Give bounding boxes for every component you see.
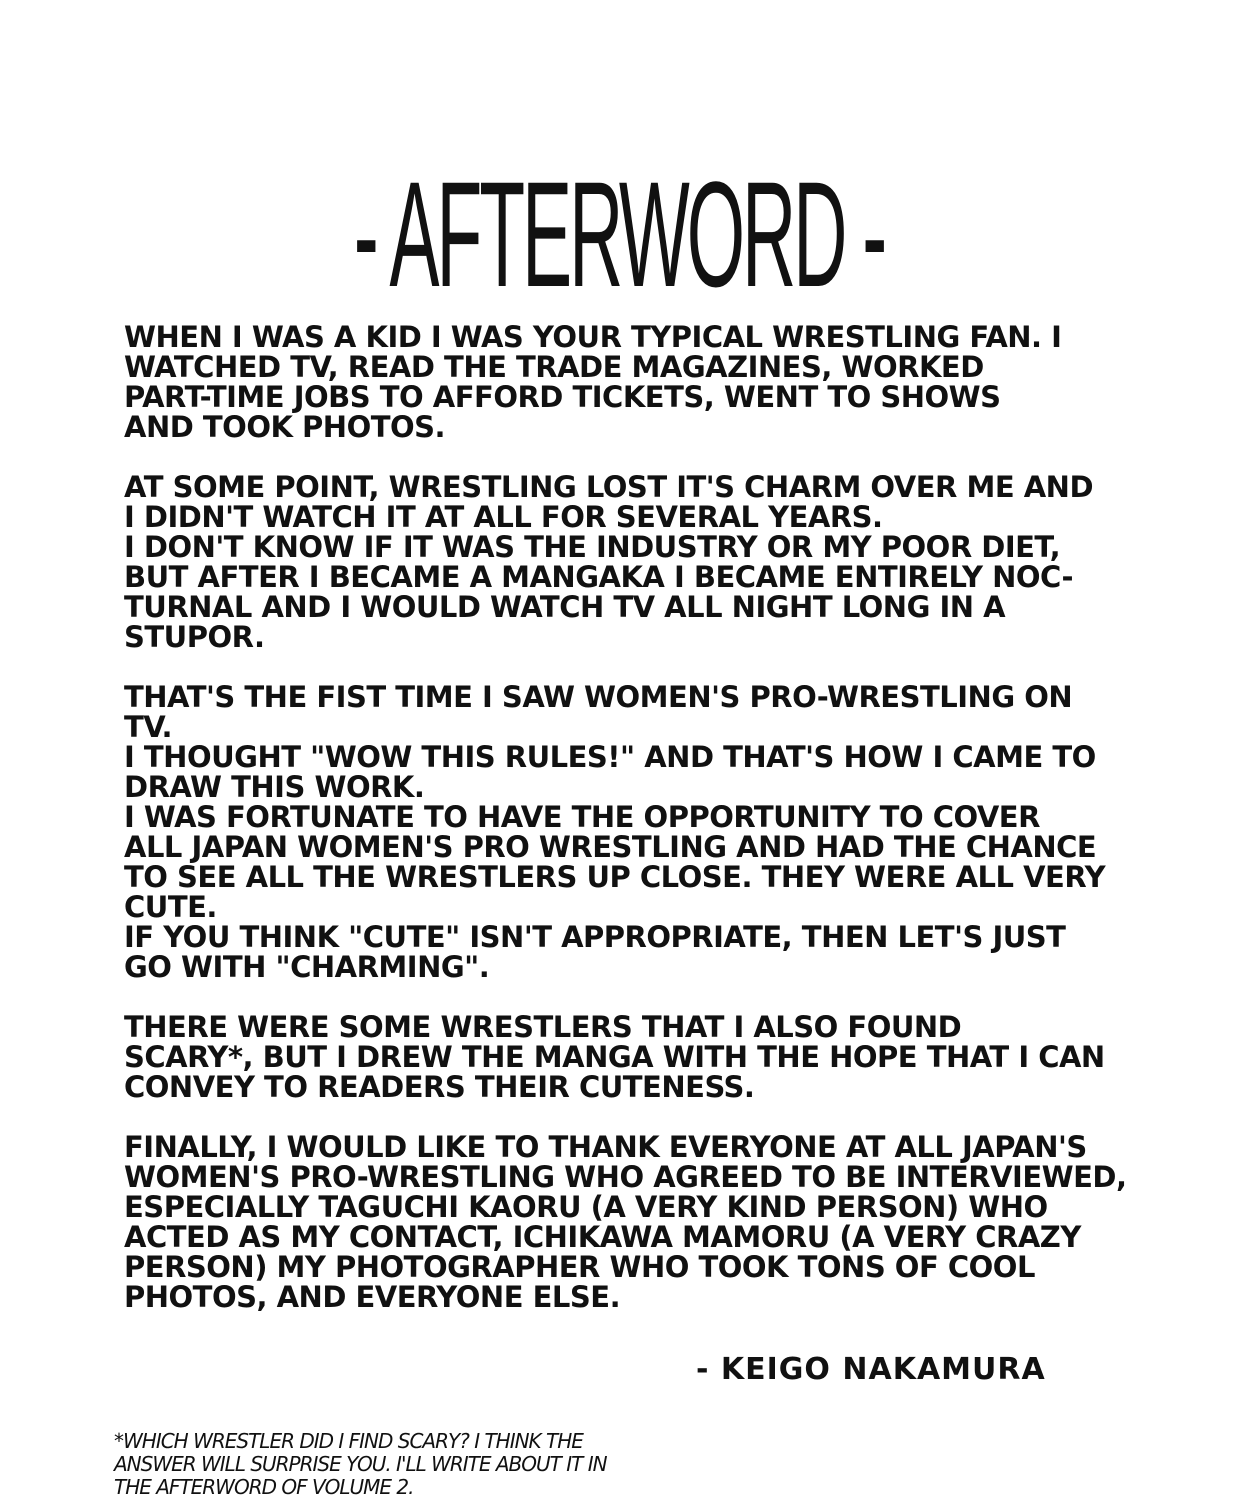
text-line: WOMEN'S PRO-WRESTLING WHO AGREED TO BE INTERVIEWED, (124, 1160, 1127, 1194)
text-line: ALL JAPAN WOMEN'S PRO WRESTLING AND HAD THE CHANCE (124, 830, 1097, 864)
text-line: WATCHED TV, READ THE TRADE MAGAZINES, WORKED (124, 350, 984, 384)
text-line: THERE WERE SOME WRESTLERS THAT I ALSO FOUND (124, 1010, 962, 1044)
paragraph-2 (124, 472, 1124, 652)
text-line: ESPECIALLY TAGUCHI KAORU (A VERY KIND PERSON) WHO (124, 1190, 1048, 1224)
text-line: WHEN I WAS A KID I WAS YOUR TYPICAL WRESTLING FAN. I (124, 320, 1062, 354)
text-line: BUT AFTER I BECAME A MANGAKA I BECAME ENTIRELY NOC- (124, 560, 1074, 594)
footnote-line: THE AFTERWORD OF VOLUME 2. (114, 1475, 414, 1499)
text-line: THAT'S THE FIST TIME I SAW WOMEN'S PRO-WRESTLING ON (124, 680, 1073, 714)
paragraph-3 (124, 682, 1124, 982)
footnote-line: ANSWER WILL SURPRISE YOU. I'LL WRITE ABOUT IT IN (114, 1452, 607, 1476)
text-line: I DON'T KNOW IF IT WAS THE INDUSTRY OR MY POOR DIET, (124, 530, 1061, 564)
text-line: AND TOOK PHOTOS. (124, 410, 446, 444)
text-line: TV. (124, 710, 173, 744)
author-signature: - KEIGO NAKAMURA (696, 1352, 1046, 1387)
text-line: I DIDN'T WATCH IT AT ALL FOR SEVERAL YEARS. (124, 500, 883, 534)
paragraph-1 (124, 322, 1124, 442)
footnote-line: *WHICH WRESTLER DID I FIND SCARY? I THINK THE (114, 1429, 583, 1453)
text-line: TURNAL AND I WOULD WATCH TV ALL NIGHT LONG IN A (124, 590, 1006, 624)
text-line: PHOTOS, AND EVERYONE ELSE. (124, 1280, 621, 1314)
text-line: GO WITH "CHARMING". (124, 950, 490, 984)
text-line: SCARY*, BUT I DREW THE MANGA WITH THE HOPE THAT I CAN (124, 1040, 1105, 1074)
text-line: PERSON) MY PHOTOGRAPHER WHO TOOK TONS OF COOL (124, 1250, 1035, 1284)
text-line: IF YOU THINK "CUTE" ISN'T APPROPRIATE, THEN LET'S JUST (124, 920, 1066, 954)
text-line: STUPOR. (124, 620, 265, 654)
text-line: CUTE. (124, 890, 217, 924)
text-line: CONVEY TO READERS THEIR CUTENESS. (124, 1070, 755, 1104)
page-title: - AFTERWORD - (353, 149, 885, 318)
footnote (114, 1430, 607, 1499)
text-line: PART-TIME JOBS TO AFFORD TICKETS, WENT TO SHOWS (124, 380, 1001, 414)
text-line: TO SEE ALL THE WRESTLERS UP CLOSE. THEY WERE ALL VERY (124, 860, 1106, 894)
afterword-body (124, 320, 1127, 1342)
text-line: ACTED AS MY CONTACT, ICHIKAWA MAMORU (A VERY CRAZY (124, 1220, 1081, 1254)
text-line: I THOUGHT "WOW THIS RULES!" AND THAT'S HOW I CAME TO (124, 740, 1096, 774)
paragraph-5 (124, 1130, 1127, 1314)
text-line: DRAW THIS WORK. (124, 770, 425, 804)
text-line: FINALLY, I WOULD LIKE TO THANK EVERYONE AT ALL JAPAN'S (124, 1130, 1087, 1164)
text-line: AT SOME POINT, WRESTLING LOST IT'S CHARM OVER ME AND (124, 470, 1094, 504)
text-line: I WAS FORTUNATE TO HAVE THE OPPORTUNITY TO COVER (124, 800, 1040, 834)
paragraph-4 (124, 1012, 1124, 1102)
